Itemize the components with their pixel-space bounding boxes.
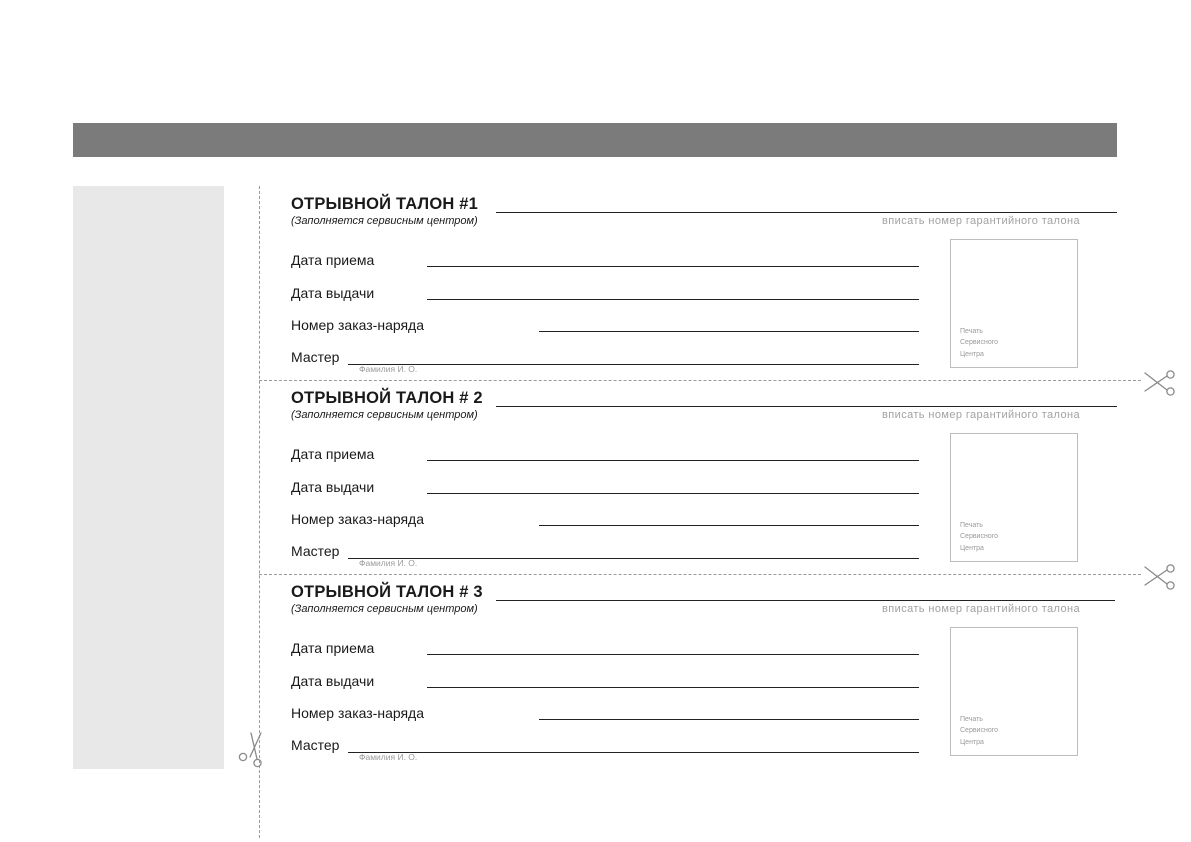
stamp-label: Печать Сервисного Центра (960, 715, 999, 746)
warranty-number-hint: вписать номер гарантийного талона (882, 409, 1080, 421)
master-line[interactable] (348, 364, 919, 365)
coupon-note: (Заполняется сервисным центром) (291, 409, 478, 421)
scissors-icon (236, 731, 266, 769)
master-line[interactable] (348, 558, 919, 559)
date-issued-label: Дата выдачи (291, 479, 375, 495)
date-received-line[interactable] (427, 266, 919, 267)
stamp-box (950, 627, 1078, 756)
date-received-label: Дата приема (291, 252, 375, 268)
coupon-note: (Заполняется сервисным центром) (291, 603, 478, 615)
fio-hint: Фамилия И. О. (359, 752, 418, 762)
order-number-line[interactable] (539, 525, 919, 526)
date-issued-line[interactable] (427, 299, 919, 300)
warranty-number-hint: вписать номер гарантийного талона (882, 603, 1080, 615)
date-received-label: Дата приема (291, 640, 375, 656)
warranty-number-hint: вписать номер гарантийного талона (882, 215, 1080, 227)
order-number-line[interactable] (539, 331, 919, 332)
master-label: Мастер (291, 349, 340, 365)
date-received-line[interactable] (427, 654, 919, 655)
warranty-number-line[interactable] (496, 212, 1117, 213)
order-number-label: Номер заказ-наряда (291, 705, 425, 721)
warranty-number-line[interactable] (496, 406, 1117, 407)
date-received-line[interactable] (427, 460, 919, 461)
fio-hint: Фамилия И. О. (359, 364, 418, 374)
date-issued-line[interactable] (427, 687, 919, 688)
coupon-1 (0, 186, 1191, 380)
order-number-label: Номер заказ-наряда (291, 317, 425, 333)
order-number-line[interactable] (539, 719, 919, 720)
coupon-3 (0, 574, 1191, 768)
master-label: Мастер (291, 543, 340, 559)
coupon-2 (0, 380, 1191, 574)
coupon-title: ОТРЫВНОЙ ТАЛОН #1 (291, 195, 479, 213)
coupon-note: (Заполняется сервисным центром) (291, 215, 478, 227)
fio-hint: Фамилия И. О. (359, 558, 418, 568)
header-band (73, 123, 1117, 157)
stamp-box (950, 433, 1078, 562)
coupon-title: ОТРЫВНОЙ ТАЛОН # 3 (291, 583, 483, 601)
scissors-icon (1143, 564, 1177, 594)
scissors-icon (1143, 370, 1177, 400)
stamp-box (950, 239, 1078, 368)
master-label: Мастер (291, 737, 340, 753)
coupon-title: ОТРЫВНОЙ ТАЛОН # 2 (291, 389, 483, 407)
stamp-label: Печать Сервисного Центра (960, 327, 999, 358)
stamp-label: Печать Сервисного Центра (960, 521, 999, 552)
date-issued-label: Дата выдачи (291, 673, 375, 689)
warranty-number-line[interactable] (496, 600, 1115, 601)
date-issued-line[interactable] (427, 493, 919, 494)
master-line[interactable] (348, 752, 919, 753)
order-number-label: Номер заказ-наряда (291, 511, 425, 527)
date-issued-label: Дата выдачи (291, 285, 375, 301)
date-received-label: Дата приема (291, 446, 375, 462)
